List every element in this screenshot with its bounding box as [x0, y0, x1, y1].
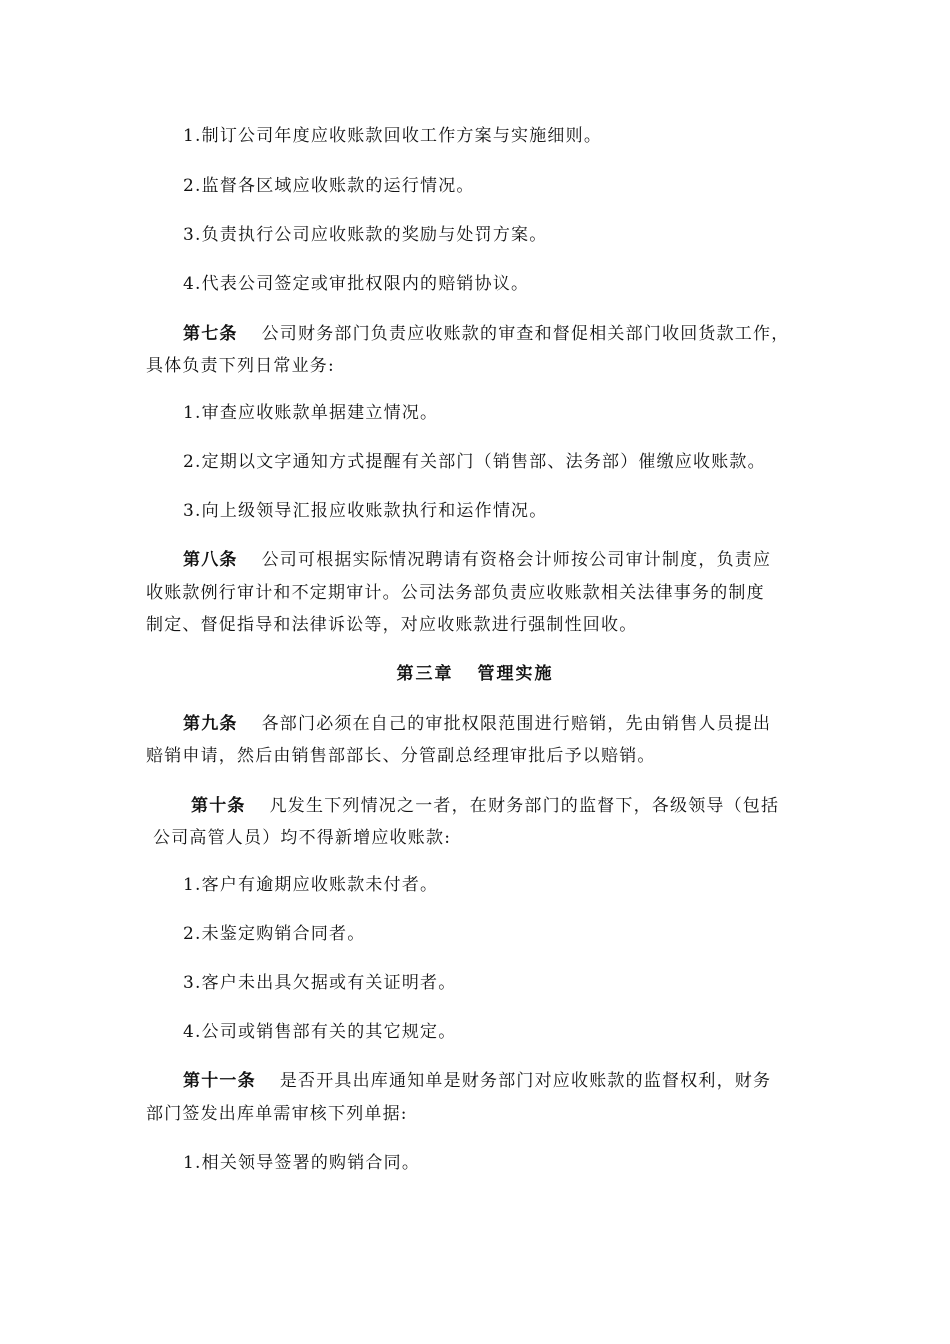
list-item: 3.客户未出具欠据或有关证明者。 — [183, 973, 457, 993]
list-item: 4.代表公司签定或审批权限内的赔销协议。 — [183, 274, 530, 294]
article-7-line-1: 第七条 公司财务部门负责应收账款的审查和督促相关部门收回货款工作， — [183, 324, 790, 344]
list-item: 1.客户有逾期应收账款未付者。 — [183, 875, 439, 895]
article-8-line-1: 第八条 公司可根据实际情况聘请有资格会计师按公司审计制度，负责应 — [183, 550, 772, 570]
list-item: 2.未鉴定购销合同者。 — [183, 924, 366, 944]
article-10-label: 第十条 — [191, 796, 246, 816]
article-7-label: 第七条 — [183, 324, 238, 344]
article-9-line-2: 赔销申请，然后由销售部部长、分管副总经理审批后予以赔销。 — [146, 746, 656, 766]
article-10-line-2: 公司高管人员）均不得新增应收账款: — [153, 828, 452, 848]
article-7-line-2: 具体负责下列日常业务: — [146, 356, 335, 376]
article-8-line-2: 收账款例行审计和不定期审计。公司法务部负责应收账款相关法律事务的制度 — [146, 583, 765, 603]
list-item: 1.相关领导签署的购销合同。 — [183, 1153, 421, 1173]
article-8-line-3: 制定、督促指导和法律诉讼等，对应收账款进行强制性回收。 — [146, 615, 638, 635]
list-item: 3.负责执行公司应收账款的奖励与处罚方案。 — [183, 225, 548, 245]
article-10-line-1: 第十条 凡发生下列情况之一者，在财务部门的监督下，各级领导（包括 — [191, 796, 780, 816]
list-item: 3.向上级领导汇报应收账款执行和运作情况。 — [183, 501, 548, 521]
list-item: 4.公司或销售部有关的其它规定。 — [183, 1022, 457, 1042]
article-11-line-1: 第十一条 是否开具出库通知单是财务部门对应收账款的监督权利，财务 — [183, 1071, 772, 1091]
chapter-heading: 第三章 管理实施 — [396, 664, 554, 684]
list-item: 2.定期以文字通知方式提醒有关部门（销售部、法务部）催缴应收账款。 — [183, 452, 766, 472]
list-item: 2.监督各区域应收账款的运行情况。 — [183, 176, 475, 196]
article-8-label: 第八条 — [183, 550, 238, 570]
article-11-label: 第十一条 — [183, 1071, 256, 1091]
list-item: 1.制订公司年度应收账款回收工作方案与实施细则。 — [183, 126, 603, 146]
article-11-line-2: 部门签发出库单需审核下列单据: — [146, 1104, 408, 1124]
article-9-line-1: 第九条 各部门必须在自己的审批权限范围进行赔销，先由销售人员提出 — [183, 714, 772, 734]
article-9-label: 第九条 — [183, 714, 238, 734]
list-item: 1.审查应收账款单据建立情况。 — [183, 403, 439, 423]
